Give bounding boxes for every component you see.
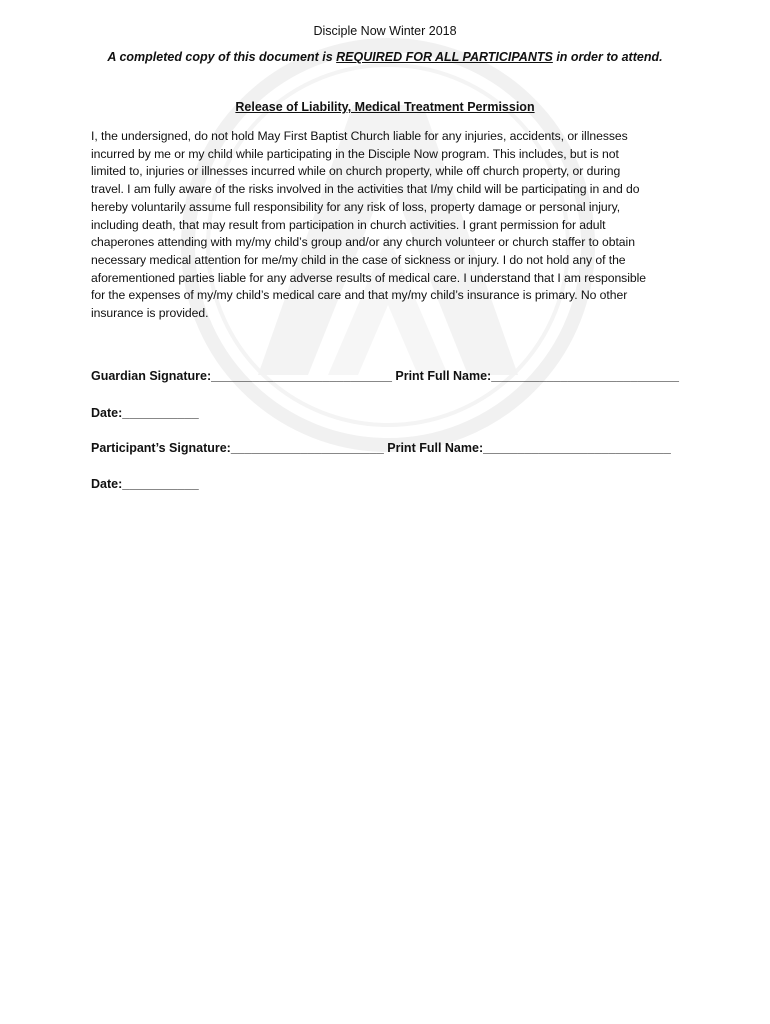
paragraph-line: for the expenses of my/my child’s medical care and that my/my child’s insurance is primary. No other [91, 288, 628, 303]
paragraph-line: necessary medical attention for me/my child in the case of sickness or injury. I do not hold any of the [91, 252, 626, 267]
paragraph-line: insurance is provided. [91, 306, 209, 321]
participant-date-line[interactable]: Date:___________ [91, 477, 199, 491]
participant-signature-line[interactable]: Participant’s Signature:______________________ Print Full Name:___________________________ [91, 441, 671, 455]
paragraph-line: I, the undersigned, do not hold May First Baptist Church liable for any injuries, accidents, or illnesses [91, 129, 628, 143]
notice-required-text: REQUIRED FOR ALL PARTICIPANTS [336, 50, 553, 64]
paragraph-line: travel. I am fully aware of the risks involved in the activities that I/my child will be participating in and do [91, 182, 640, 197]
notice-prefix: A completed copy of this document is [107, 50, 333, 64]
paragraph-line: chaperones attending with my/my child’s group and/or any church volunteer or church staffer to obtain [91, 235, 635, 250]
guardian-date-line[interactable]: Date:___________ [91, 406, 199, 420]
required-notice [0, 50, 770, 64]
paragraph-line: including death, that may result from participation in church activities. I grant permission for adult [91, 217, 606, 232]
paragraph-line: limited to, injuries or illnesses incurred while on church property, while off church property, or during [91, 164, 621, 179]
notice-suffix: in order to attend. [556, 50, 663, 64]
guardian-signature-line[interactable]: Guardian Signature:__________________________ Print Full Name:___________________________ [91, 369, 679, 383]
release-paragraph [91, 128, 685, 323]
paragraph-line: hereby voluntarily assume full responsibility for any risk of loss, property damage or personal injury, [91, 199, 621, 214]
document-title: Disciple Now Winter 2018 [313, 24, 457, 38]
section-heading: Release of Liability, Medical Treatment Permission [235, 100, 535, 114]
paragraph-line: aforementioned parties liable for any adverse results of medical care. I understand that I am responsible [91, 270, 647, 285]
paragraph-line: incurred by me or my child while participating in the Disciple Now program. This includes, but is not [91, 146, 619, 161]
